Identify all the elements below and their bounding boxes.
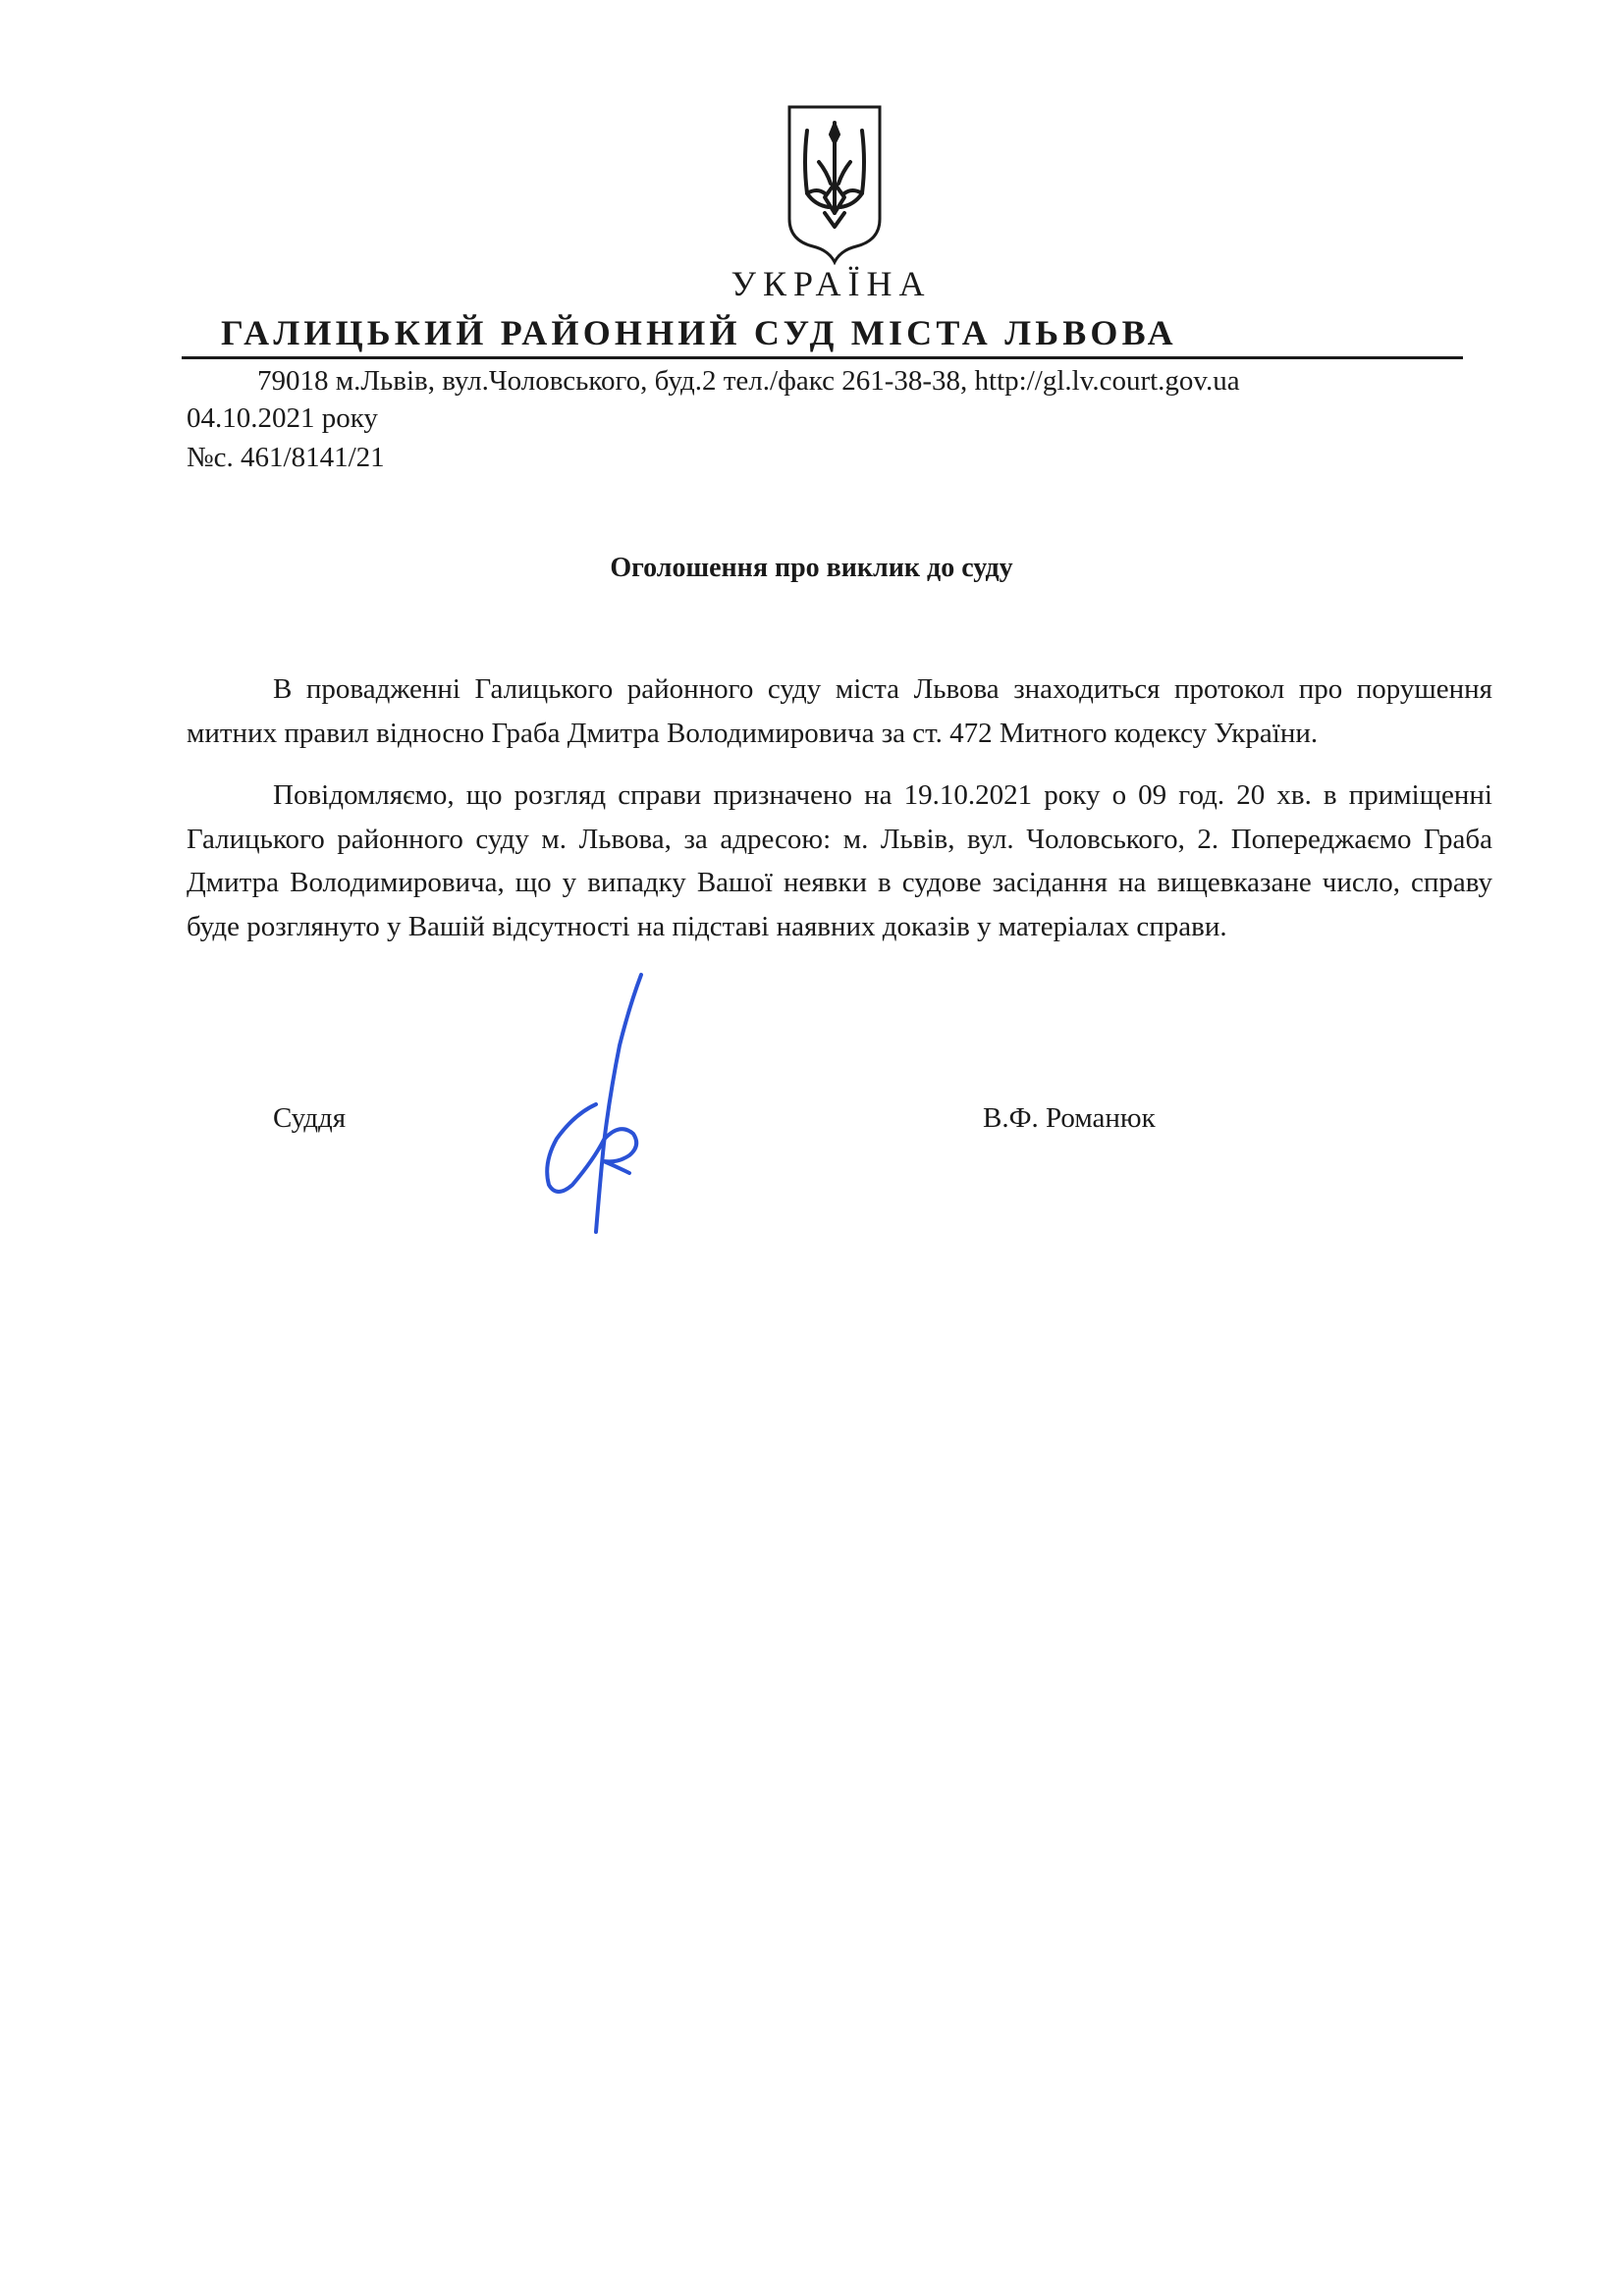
notice-title: Оголошення про виклик до суду: [610, 553, 1013, 583]
case-number: №с. 461/8141/21: [187, 442, 385, 473]
court-address: 79018 м.Львів, вул.Чоловського, буд.2 тел./факс 261-38-38, http://gl.lv.court.gov.ua: [257, 365, 1240, 397]
coat-of-arms-icon: [785, 103, 884, 265]
notice-paragraph: Повідомляємо, що розгляд справи призначено на 19.10.2021 року о 09 год. 20 хв. в приміщенні Галицького районного суду м. Львова, за адресою: м. Львів, вул. Чоловського, 2. Попереджаємо Граба Дмитра Володимировича, що у випадку Вашої неявки в судове засідання на вищевказане число, справу буде розглянуто у Вашій відсутності на підставі наявних доказів у матеріалах справи.: [187, 779, 1492, 942]
judge-name: В.Ф. Романюк: [983, 1102, 1156, 1134]
judge-label: Суддя: [273, 1102, 347, 1134]
header-divider: [182, 356, 1463, 359]
court-name: ГАЛИЦЬКИЙ РАЙОННИЙ СУД МІСТА ЛЬВОВА: [221, 313, 1177, 352]
document-date: 04.10.2021 року: [187, 402, 378, 434]
handwritten-signature: [535, 967, 673, 1237]
notice-body: [187, 667, 1492, 949]
country-name: УКРАЇНА: [730, 264, 932, 303]
notice-paragraph: В провадженні Галицького районного суду міста Львова знаходиться протокол про порушення митних правил відносно Граба Дмитра Володимировича за ст. 472 Митного кодексу України.: [187, 673, 1492, 749]
